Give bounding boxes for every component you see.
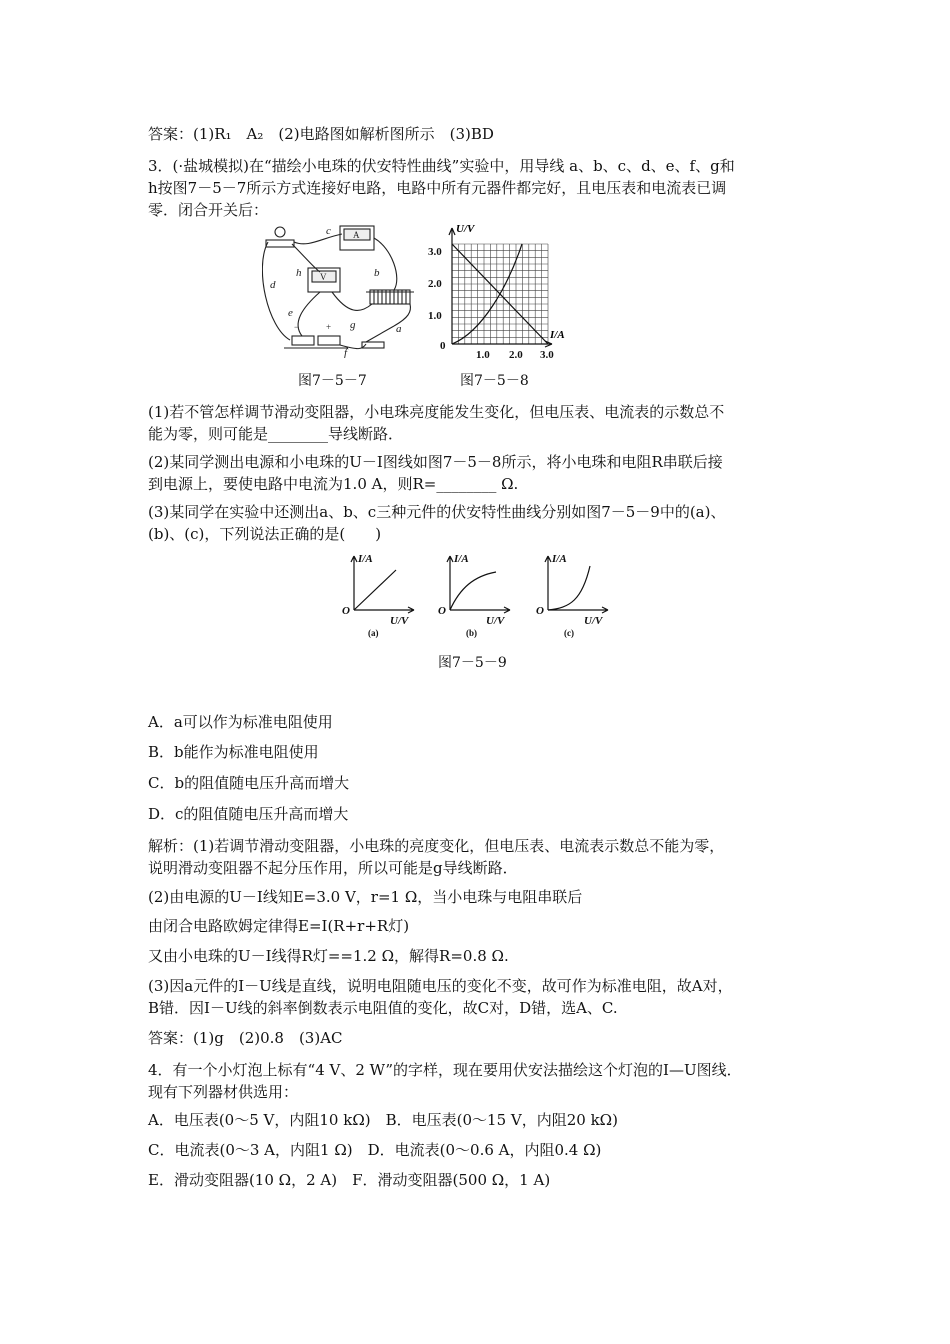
q3-sub3-line-2: (b)、(c)，下列说法正确的是( ) [148,525,382,543]
q3-sub1-line-1: (1)若不管怎样调节滑动变阻器，小电珠亮度能发生变化，但电压表、电流表的示数总不 [148,403,725,421]
graph-b-origin: O [438,605,446,617]
graph-a-origin: O [342,605,350,617]
graph-a-label: (a) [368,628,379,638]
graph-c-xlabel: U/V [584,615,603,627]
graph-a-xlabel: U/V [390,615,409,627]
q3-analysis-line-5: 又由小电珠的U－I线得R灯==1.2 Ω，解得R=0.8 Ω. [148,947,509,965]
q3-analysis-line-6: (3)因a元件的I－U线是直线，说明电阻随电压的变化不变，故可作为标准电阻，故A对， [148,977,733,995]
graph-b-curve [450,572,496,610]
ui-ytick-0: 0 [440,340,446,352]
q3-analysis-line-7: B错．因I－U线的斜率倒数表示电阻值的变化，故C对，D错，选A、C. [148,999,618,1017]
q3-option-b: B．b能作为标准电阻使用 [148,743,319,761]
circuit-label-b: b [374,267,380,279]
q3-intro-line-2: h按图7－5－7所示方式连接好电路，电路中所有元器件都完好，且电压表和电流表已调 [148,179,727,197]
caption-fig-7-5-8: 图7－5－8 [460,373,529,389]
q3-sub2-line-1: (2)某同学测出电源和小电珠的U－I图线如图7－5－8所示，将小电珠和电阻R串联后接 [148,453,723,471]
q3-option-d: D．c的阻值随电压升高而增大 [148,805,349,823]
graph-b-xlabel: U/V [486,615,505,627]
q3-analysis-line-1: 解析：(1)若调节滑动变阻器，小电珠的亮度变化，但电压表、电流表示数总不能为零， [148,837,725,855]
graph-c-origin: O [536,605,544,617]
caption-fig-7-5-7: 图7－5－7 [298,373,367,389]
q4-intro-line-1: 4．有一个小灯泡上标有“4 V、2 W”的字样，现在要用伏安法描绘这个灯泡的I—U图线． [148,1061,742,1079]
circuit-label-f: f [344,347,348,358]
q4-intro-line-2: 现有下列器材供选用： [148,1083,299,1101]
ui-graph [424,216,584,361]
ui-ytick-3: 3.0 [428,246,442,258]
ui-xtick-3: 3.0 [540,349,554,361]
ui-xtick-2: 2.0 [509,349,523,361]
circuit-label-plus: + [326,322,332,332]
circuit-label-c: c [326,225,331,237]
small-graphs-figure [338,548,618,640]
ui-xtick-1: 1.0 [476,349,490,361]
q3-option-c: C．b的阻值随电压升高而增大 [148,774,350,792]
q3-analysis-line-3: (2)由电源的U－I线知E=3.0 V，r=1 Ω，当小电珠与电阻串联后 [148,888,583,906]
q3-intro-line-3: 零．闭合开关后： [148,201,269,219]
answer-top: 答案：(1)R₁ A₂ (2)电路图如解析图所示 (3)BD [148,125,494,143]
ui-graph-xlabel: I/A [550,329,565,341]
q3-sub2-line-2: 到电源上，要使电路中电流为1.0 A，则R=________ Ω. [148,475,519,493]
q4-options-line-2: C．电流表(0～3 A，内阻1 Ω) D．电流表(0～0.6 A，内阻0.4 Ω) [148,1141,602,1159]
circuit-label-A: A [353,230,360,240]
q3-analysis-line-4: 由闭合电路欧姆定律得E=I(R+r+R灯) [148,917,410,935]
circuit-figure [262,218,422,358]
circuit-label-d: d [270,279,276,291]
graph-c-label: (c) [564,628,574,638]
q3-sub3-line-1: (3)某同学在实验中还测出a、b、c三种元件的伏安特性曲线分别如图7－5－9中的(a)、 [148,503,726,521]
q3-answer: 答案：(1)g (2)0.8 (3)AC [148,1029,343,1047]
bulb-ui-curve [452,244,522,344]
circuit-label-g: g [350,319,356,331]
circuit-label-h: h [296,267,302,279]
graph-b-label: (b) [466,628,477,638]
graph-c-curve [548,566,590,610]
circuit-label-a: a [396,323,402,335]
q4-options-line-3: E．滑动变阻器(10 Ω，2 A) F．滑动变阻器(500 Ω，1 A) [148,1171,551,1189]
ui-graph-ylabel: U/V [456,223,475,235]
circuit-label-e: e [288,307,293,319]
graph-a-ylabel: I/A [358,553,373,565]
graph-b-ylabel: I/A [454,553,469,565]
circuit-label-V: V [320,272,327,282]
q3-intro-line-1: 3．(·盐城模拟)在“描绘小电珠的伏安特性曲线”实验中，用导线 a、b、c、d、e、f、g和 [148,157,735,175]
q3-sub1-line-2: 能为零，则可能是________导线断路． [148,425,404,443]
ui-ytick-2: 2.0 [428,278,442,290]
circuit-label-minus: − [294,322,300,332]
graph-c-ylabel: I/A [552,553,567,565]
q3-option-a: A．a可以作为标准电阻使用 [148,713,333,731]
q3-analysis-line-2: 说明滑动变阻器不起分压作用，所以可能是g导线断路． [148,859,518,877]
graph-a-line [354,570,396,610]
q4-options-line-1: A．电压表(0～5 V，内阻10 kΩ) B．电压表(0～15 V，内阻20 kΩ) [148,1111,618,1129]
caption-fig-7-5-9: 图7－5－9 [438,655,507,671]
ui-ytick-1: 1.0 [428,310,442,322]
